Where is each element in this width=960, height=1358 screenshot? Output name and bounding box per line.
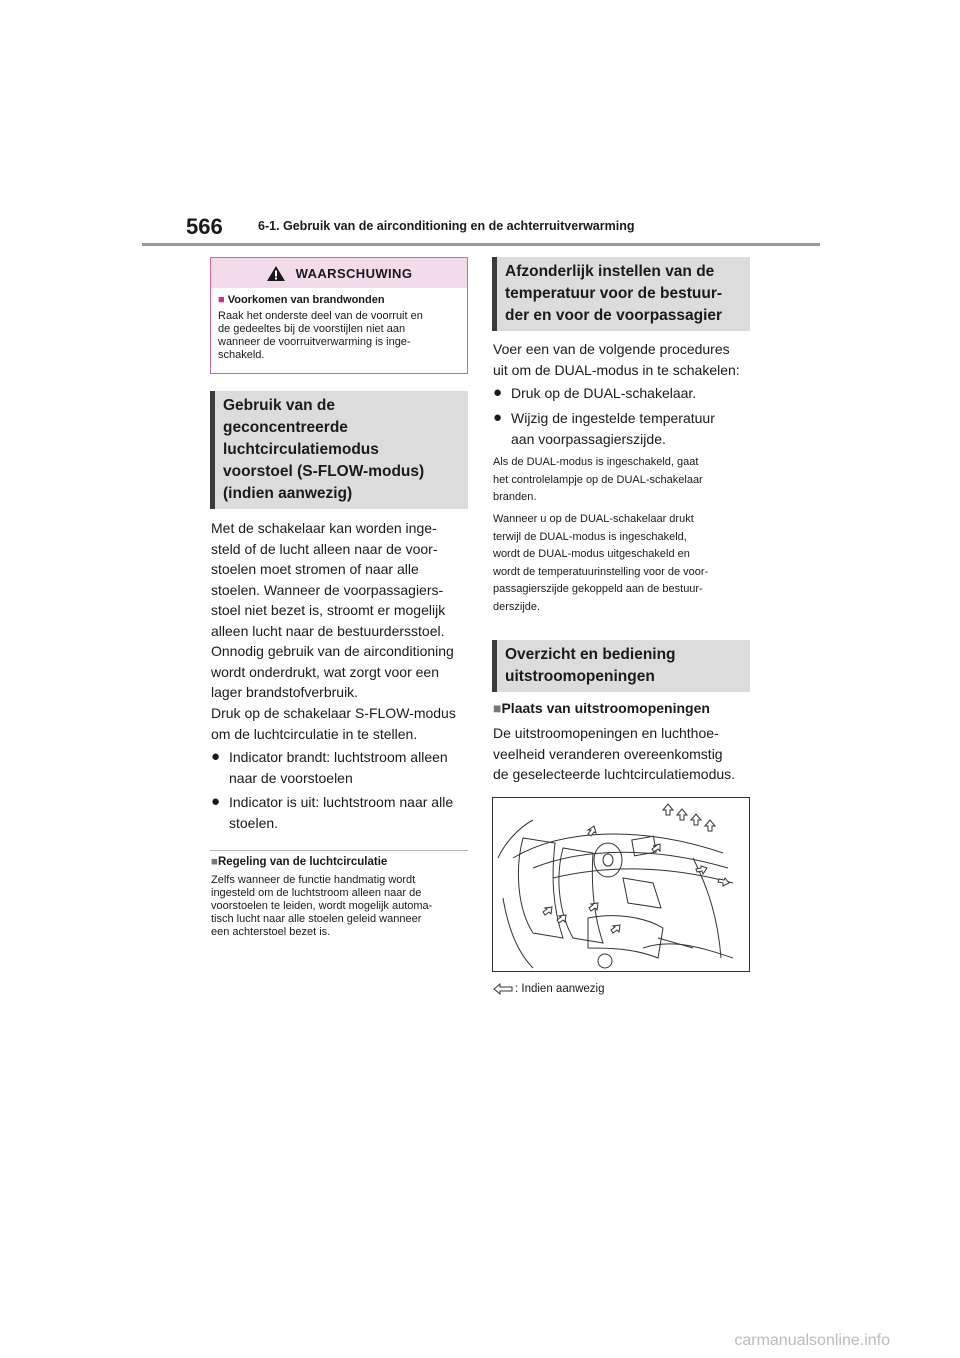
dual-mode-description: Voer een van de volgende procedures uit om de DUAL-modus in te schakelen: bbox=[493, 341, 740, 378]
bullet-dot-icon: ● bbox=[211, 793, 221, 810]
warning-subheading: ■ Voorkomen van brandwonden bbox=[218, 294, 385, 306]
warning-box bbox=[210, 257, 468, 374]
s-flow-instruction: Druk op de schakelaar S-FLOW-modus om de luchtcirculatie in te stellen. bbox=[211, 705, 456, 742]
dual-note-2: Wanneer u op de DUAL-schakelaar drukt terwijl de DUAL-modus is ingeschakeld, wordt de DUAL-modus uitgeschakeld en wordt de temperatuurinstelling voor de voor- passagierszijde gekoppeld aan de bestuur- derszijde. bbox=[493, 513, 709, 613]
note-text: Zelfs wanneer de functie handmatig wordt ingesteld om de luchtstroom alleen naar de voorstoelen te leiden, wordt mogelijk automa- tisch lucht naar alle stoelen geleid wanneer een achterstoel bezet is. bbox=[211, 874, 433, 938]
warning-text: Raak het onderste deel van de voorruit en de gedeeltes bij de voorstijlen niet aan wanneer de voorruitverwarming is inge- schakeld. bbox=[218, 310, 423, 361]
optional-vent-arrow-icon bbox=[493, 983, 513, 995]
note-title: ■Regeling van de luchtcirculatie bbox=[211, 856, 388, 868]
header-divider bbox=[142, 243, 820, 246]
car-interior-drawing bbox=[493, 798, 749, 971]
square-bullet-icon: ■ bbox=[493, 700, 502, 716]
square-bullet-icon: ■ bbox=[211, 856, 218, 868]
bullet-dual-switch: ● Druk op de DUAL-schakelaar. bbox=[493, 383, 755, 404]
warning-triangle-icon bbox=[266, 265, 286, 282]
note-divider bbox=[210, 850, 468, 851]
bullet-dot-icon: ● bbox=[211, 748, 221, 765]
dual-note-1: Als de DUAL-modus is ingeschakeld, gaat het controlelampje op de DUAL-schakelaar branden. bbox=[493, 456, 703, 503]
heading-dual-mode: Afzonderlijk instellen van de temperatuur voor de bestuur- der en voor de voorpassagier bbox=[492, 257, 750, 331]
warning-header bbox=[211, 258, 467, 288]
watermark: carmanualsonline.info bbox=[734, 1332, 890, 1349]
warning-title: WAARSCHUWING bbox=[295, 265, 413, 281]
heading-s-flow: Gebruik van de geconcentreerde luchtcirculatiemodus voorstoel (S-FLOW-modus) (indien aanwezig) bbox=[210, 391, 468, 509]
bullet-indicator-off: ● Indicator is uit: luchtstroom naar alle stoelen. bbox=[211, 792, 473, 833]
heading-vents-overview: Overzicht en bediening uitstroomopeningen bbox=[492, 640, 750, 692]
bullet-dot-icon: ● bbox=[493, 409, 503, 426]
bullet-passenger-temp: ● Wijzig de ingestelde temperatuur aan voorpassagierszijde. bbox=[493, 408, 755, 449]
vents-location-subheading: ■Plaats van uitstroomopeningen bbox=[493, 700, 710, 716]
bullet-indicator-on: ● Indicator brandt: luchtstroom alleen naar de voorstoelen bbox=[211, 747, 473, 788]
page-number: 566 bbox=[186, 214, 223, 239]
s-flow-description: Met de schakelaar kan worden inge- steld of de lucht alleen naar de voor- stoelen moet stromen of naar alle stoelen. Wanneer de voorpassagiers- stoel niet bezet is, stroomt er mogelijk alleen lucht naar de bestuurdersstoel. Onnodig gebruik van de airconditioning wordt onderdrukt, wat zorgt voor een lager brandstofverbruik. bbox=[211, 520, 454, 700]
square-bullet-icon: ■ bbox=[218, 294, 225, 306]
bullet-dot-icon: ● bbox=[493, 384, 503, 401]
vents-description: De uitstroomopeningen en luchthoe- veelheid veranderen overeenkomstig de geselecteerde luchtcirculatiemodus. bbox=[493, 725, 736, 782]
cabin-vents-illustration bbox=[492, 797, 750, 972]
section-title: 6-1. Gebruik van de airconditioning en de achterruitverwarming bbox=[258, 219, 635, 233]
illustration-legend: : Indien aanwezig bbox=[493, 983, 605, 995]
